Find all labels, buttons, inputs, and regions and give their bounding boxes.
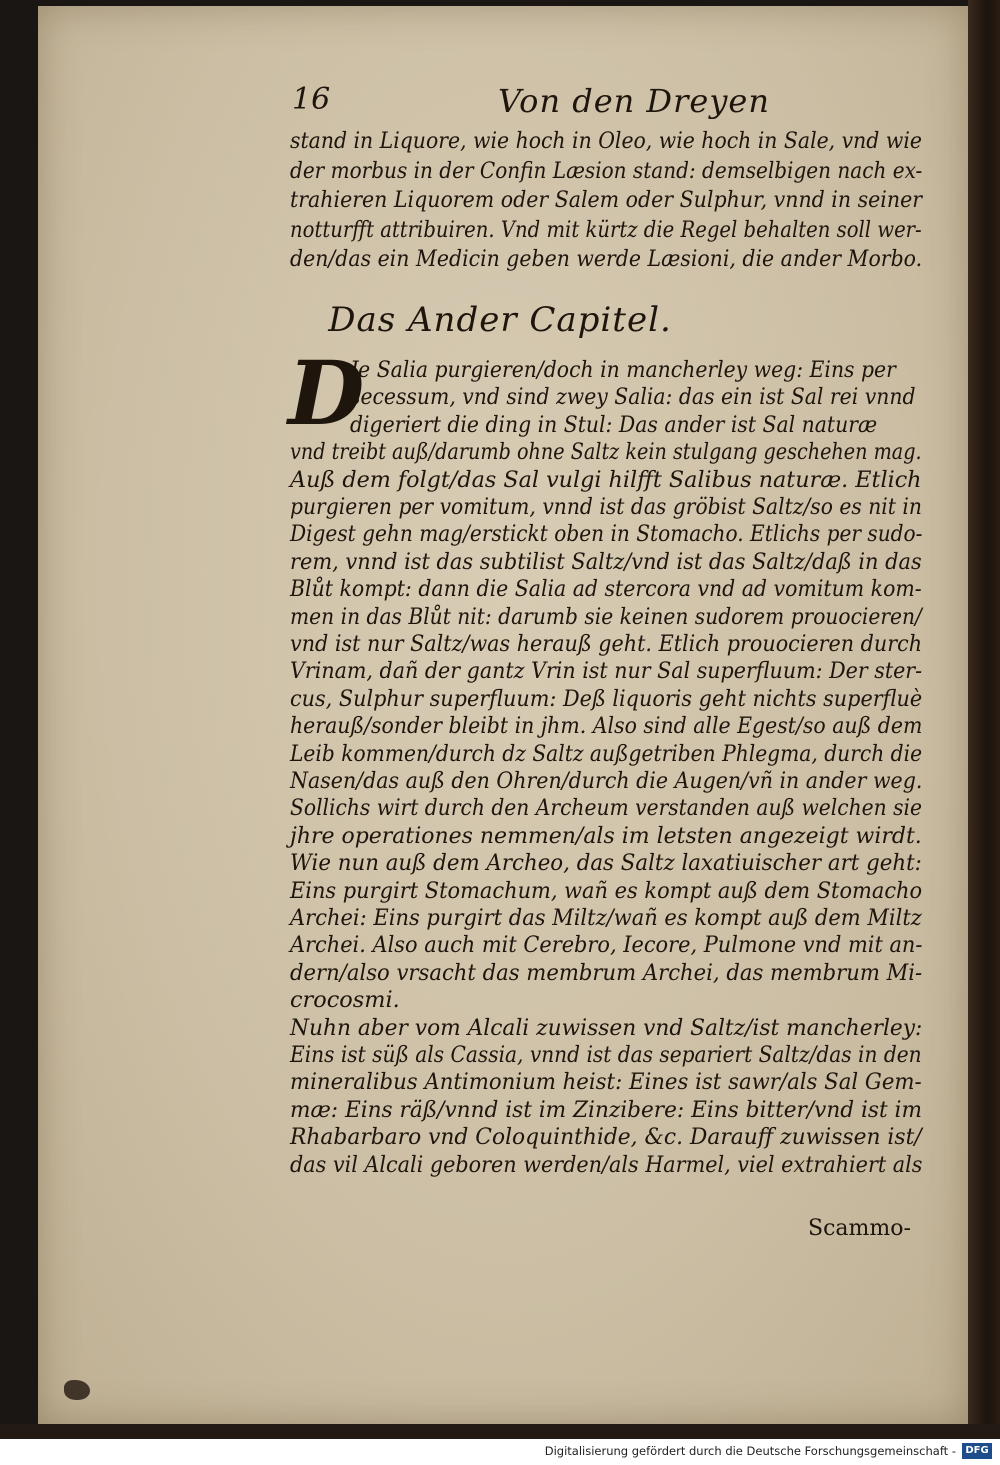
text-line: Sollichs wirt durch den Archeum verstanden auß welchen sie <box>290 795 922 822</box>
text-line: Nasen/das auß den Ohren/durch die Augen/vñ in ander weg. <box>290 768 923 794</box>
text-line: purgieren per vomitum, vnnd ist das gröbist Saltz/so es nit in <box>290 494 922 520</box>
text-line: den/das ein Medicin geben werde Læsioni, die ander Morbo. <box>290 246 923 272</box>
chapter-title: Das Ander Capitel. <box>328 300 672 340</box>
text-line: Auß dem folgt/das Sal vulgi hilfft Salibus naturæ. Etlich <box>290 466 922 493</box>
text-line: Vrinam, dañ der gantz Vrin ist nur Sal superfluum: Der ster- <box>290 658 923 685</box>
text-line: trahieren Liquorem oder Salem oder Sulphur, vnnd in seiner <box>290 187 923 213</box>
text-line: Eins ist süß als Cassia, vnnd ist das separiert Saltz/das in den <box>290 1042 922 1068</box>
dfg-logo: DFG <box>962 1443 992 1459</box>
text-line: Rhabarbaro vnd Coloquinthide, &c. Darauff zuwissen ist/ <box>290 1124 922 1151</box>
text-line: mæ: Eins räß/vnnd ist im Zinzibere: Eins bitter/vnd ist im <box>290 1096 922 1123</box>
text-line: der morbus in der Confin Læsion stand: demselbigen nach ex- <box>290 157 923 184</box>
text-line: Digest gehn mag/erstickt oben in Stomacho. Etlichs per sudo- <box>290 521 923 548</box>
book-gutter <box>968 0 1000 1430</box>
text-line: secessum, vnd sind zwey Salia: das ein ist Sal rei vnnd <box>350 384 916 411</box>
text-line: vnd treibt auß/darumb ohne Saltz kein stulgang geschehen mag. <box>290 439 922 466</box>
page-number: 16 <box>292 82 331 117</box>
text-line: Blůt kompt: dann die Salia ad stercora vnd ad vomitum kom- <box>290 576 922 603</box>
text-line: mineralibus Antimonium heist: Eines ist sawr/als Sal Gem- <box>290 1069 922 1096</box>
text-line: Archei. Also auch mit Cerebro, Iecore, Pulmone vnd mit an- <box>290 932 923 959</box>
scan-edge <box>0 1424 1000 1439</box>
text-line: Je Salia purgieren/doch in mancherley weg: Eins per <box>350 357 896 383</box>
text-line: crocosmi. <box>290 987 400 1014</box>
text-line: dern/also vrsacht das membrum Archei, das membrum Mi- <box>290 959 923 986</box>
text-line: herauß/sonder bleibt in jhm. Also sind alle Egest/so auß dem <box>290 713 923 740</box>
text-line: Leib kommen/durch dz Saltz außgetriben Phlegma, durch die <box>290 740 923 767</box>
text-line: Wie nun auß dem Archeo, das Saltz laxatiuischer art geht: <box>290 850 922 877</box>
running-header: Von den Dreyen <box>498 82 770 120</box>
decorated-initial: D <box>288 341 365 445</box>
text-line: Archei: Eins purgirt das Miltz/wañ es kompt auß dem Miltz <box>290 905 922 931</box>
text-line: jhre operationes nemmen/als im letsten angezeigt wirdt. <box>290 822 922 849</box>
text-line: das vil Alcali geboren werden/als Harmel, viel extrahiert als <box>290 1151 923 1178</box>
text-line: notturfft attribuiren. Vnd mit kürtz die Regel behalten soll wer- <box>290 216 922 243</box>
text-line: men in das Blůt nit: darumb sie keinen sudorem prouocieren/ <box>290 603 922 630</box>
text-line: Eins purgirt Stomachum, wañ es kompt auß dem Stomacho <box>290 877 923 904</box>
text-line: cus, Sulphur superfluum: Deß liquoris geht nichts superfluè <box>290 685 923 712</box>
footer-credit: Digitalisierung gefördert durch die Deutsche Forschungsgemeinschaft - <box>544 1444 956 1458</box>
catchword: Scammo- <box>808 1216 911 1241</box>
text-line: stand in Liquore, wie hoch in Oleo, wie hoch in Sale, vnd wie <box>290 128 922 154</box>
text-line: digeriert die ding in Stul: Das ander ist Sal naturæ <box>350 411 878 438</box>
text-line: vnd ist nur Saltz/was herauß geht. Etlich prouocieren durch <box>290 631 923 657</box>
text-line: Nuhn aber vom Alcali zuwissen vnd Saltz/ist mancherley: <box>290 1014 923 1041</box>
ink-smudge <box>64 1380 90 1400</box>
text-line: rem, vnnd ist das subtilist Saltz/vnd ist das Saltz/daß in das <box>290 548 922 575</box>
